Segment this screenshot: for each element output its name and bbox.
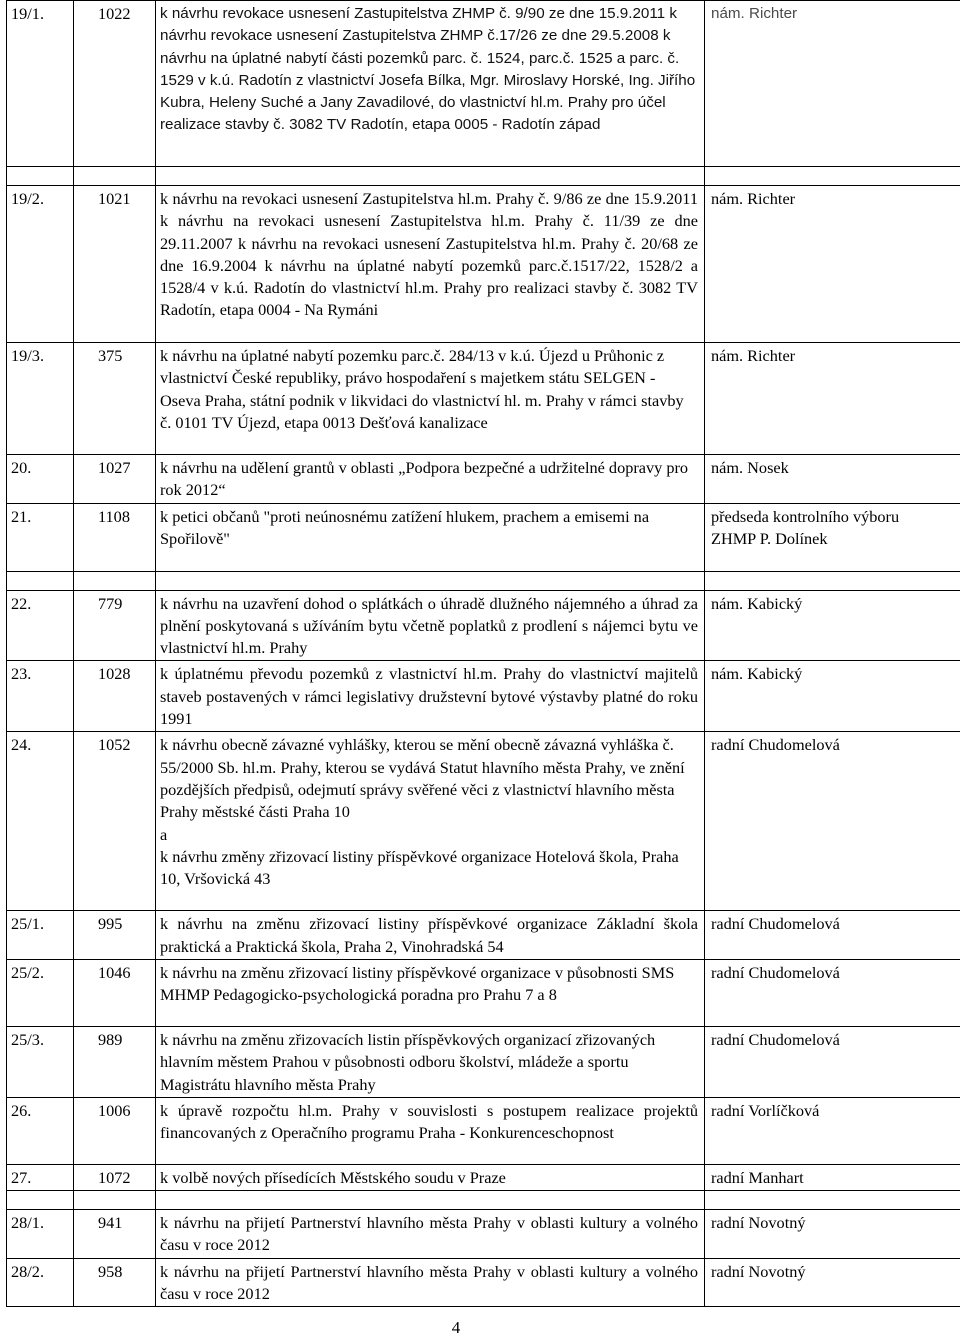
print-number: 1028 (74, 661, 156, 732)
item-subject-text: k návrhu na přijetí Partnerství hlavního města Prahy v oblasti kultury a volného času v roce 2012 (160, 1261, 698, 1304)
item-number: 25/2. (7, 959, 74, 1026)
item-reporter: nám. Richter (705, 1, 960, 167)
item-subject (156, 1210, 705, 1259)
spacer-row (7, 571, 960, 590)
item-subject (156, 1097, 705, 1164)
agenda-row (7, 503, 960, 571)
item-number: 19/3. (7, 343, 74, 455)
print-number: 958 (74, 1258, 156, 1307)
agenda-row (7, 343, 960, 455)
item-reporter: radní Chudomelová (705, 1026, 960, 1097)
agenda-row (7, 911, 960, 960)
agenda-row (7, 1164, 960, 1190)
print-number: 941 (74, 1210, 156, 1259)
agenda-row (7, 661, 960, 732)
item-subject-text: k úpravě rozpočtu hl.m. Prahy v souvislosti s postupem realizace projektů financovaných z Operačního programu Praha - Konkurenceschopnost (160, 1100, 698, 1143)
print-number: 1027 (74, 455, 156, 504)
item-subject (156, 1258, 705, 1307)
item-subject-text: k návrhu na změnu zřizovacích listin příspěvkových organizací zřizovaných hlavním městem Prahou v působnosti odboru školství, mládeže a sportu Magistrátu hlavního města Prahy (160, 1029, 656, 1094)
item-subject-text: k návrhu na uzavření dohod o splátkách o úhradě dlužného nájemného a úhrad za plnění poskytovaná s užíváním bytu včetně poplatků z prodlení s nájemci bytu ve vlastnictví hl.m. Prahy (160, 593, 698, 658)
item-subject-text: k návrhu na přijetí Partnerství hlavního města Prahy v oblasti kultury a volného času v roce 2012 (160, 1213, 698, 1255)
agenda-row (7, 1210, 960, 1259)
item-subject-text: k návrhu revokace usnesení Zastupitelstva ZHMP č. 9/90 ze dne 15.9.2011 k návrhu revokace usnesení Zastupitelstva ZHMP č.17/26 ze dne 29.5.2008 k návrhu na úplatné nabytí části pozemků parc. č. 1524, parc.č. 1525 a parc. č. 1529 v k.ú. Radotín z vlastnictví Josefa Bílka, Mgr. Miroslavy Horské, Ing. Jiřího Kubra, Heleny Suché a Jany Zavadilové, do vlastnictví hl.m. Prahy pro účel realizace stavby č. 3082 TV Radotín, etapa 0005 - Radotín západ (160, 5, 696, 134)
item-reporter: nám. Richter (705, 186, 960, 343)
item-subject (156, 732, 705, 911)
item-subject (156, 455, 705, 504)
item-subject (156, 186, 705, 343)
agenda-row (7, 1, 960, 167)
item-subject-text: k návrhu na udělení grantů v oblasti „Podpora bezpečné a udržitelné dopravy pro rok 2012“ (160, 458, 689, 500)
agenda-row (7, 1026, 960, 1097)
print-number: 1006 (74, 1097, 156, 1164)
item-reporter: nám. Kabický (705, 661, 960, 732)
print-number: 1021 (74, 186, 156, 343)
agenda-row (7, 732, 960, 911)
item-subject-text: k návrhu na změnu zřizovací listiny příspěvkové organizace Základní škola praktická a Praktická škola, Praha 2, Vinohradská 54 (160, 914, 698, 956)
item-reporter: radní Vorlíčková (705, 1097, 960, 1164)
agenda-row (7, 590, 960, 661)
item-subject (156, 1164, 705, 1190)
item-number: 25/3. (7, 1026, 74, 1097)
item-subject-extra: k návrhu změny zřizovací listiny příspěvkové organizace Hotelová škola, Praha 10, Vršovická 43 (160, 846, 679, 889)
spacer-row (7, 1191, 960, 1210)
print-number: 375 (74, 343, 156, 455)
item-number: 20. (7, 455, 74, 504)
item-reporter: radní Chudomelová (705, 911, 960, 960)
item-number: 24. (7, 732, 74, 911)
item-number: 25/1. (7, 911, 74, 960)
item-subject-connector: a (160, 824, 168, 844)
agenda-row (7, 959, 960, 1026)
item-reporter: radní Chudomelová (705, 959, 960, 1026)
print-number: 1072 (74, 1164, 156, 1190)
item-number: 21. (7, 503, 74, 571)
item-subject-text: k návrhu na revokaci usnesení Zastupitelstva hl.m. Prahy č. 9/86 ze dne 15.9.2011 k návrhu na revokaci usnesení Zastupitelstva hl.m. Prahy č. 11/39 ze dne 29.11.2007 k návrhu na revokaci usnesení Zastupitelstva hl.m. Prahy č. 20/68 ze dne 16.9.2004 k návrhu na úplatné nabytí pozemků parc.č.1517/22, 1528/2 a 1528/4 v k.ú. Radotín do vlastnictví hl.m. Prahy pro realizaci stavby č. 3082 TV Radotín, etapa 0004 - Na Rymáni (160, 189, 698, 320)
print-number: 1052 (74, 732, 156, 911)
item-reporter: radní Chudomelová (705, 732, 960, 911)
item-subject (156, 503, 705, 571)
agenda-table (6, 0, 960, 1307)
item-reporter: nám. Nosek (705, 455, 960, 504)
item-subject (156, 590, 705, 661)
agenda-row (7, 1097, 960, 1164)
print-number: 779 (74, 590, 156, 661)
item-subject-text: k návrhu obecně závazné vyhlášky, kterou se mění obecně závazná vyhláška č. 55/2000 Sb. hl.m. Prahy, kterou se vydává Statut hlavního města Prahy, ve znění pozdějších předpisů, odejmutí správy svěřené věci z vlastnictví hlavního města Prahy městské části Praha 10 (160, 735, 685, 822)
item-reporter: radní Novotný (705, 1210, 960, 1259)
item-subject-text: k návrhu na změnu zřizovací listiny příspěvkové organizace v působnosti SMS MHMP Pedagogicko-psychologická poradna pro Prahu 7 a 8 (160, 962, 675, 1005)
item-reporter: nám. Kabický (705, 590, 960, 661)
item-reporter: předseda kontrolního výboru ZHMP P. Dolínek (705, 503, 960, 571)
item-subject (156, 1, 705, 167)
item-number: 28/2. (7, 1258, 74, 1307)
item-subject-text: k volbě nových přísedících Městského soudu v Praze (160, 1167, 506, 1187)
item-number: 27. (7, 1164, 74, 1190)
item-reporter: radní Manhart (705, 1164, 960, 1190)
print-number: 1046 (74, 959, 156, 1026)
item-subject (156, 343, 705, 455)
item-reporter: radní Novotný (705, 1258, 960, 1307)
item-subject (156, 959, 705, 1026)
print-number: 1022 (74, 1, 156, 167)
item-number: 26. (7, 1097, 74, 1164)
item-number: 19/2. (7, 186, 74, 343)
print-number: 1108 (74, 503, 156, 571)
agenda-row (7, 455, 960, 504)
item-subject (156, 661, 705, 732)
agenda-row (7, 186, 960, 343)
item-number: 23. (7, 661, 74, 732)
item-subject (156, 911, 705, 960)
item-reporter: nám. Richter (705, 343, 960, 455)
item-subject-text: k úplatnému převodu pozemků z vlastnictví hl.m. Prahy do vlastnictví majitelů staveb postavených v rámci legislativy družstevní bytové výstavby platné do roku 1991 (160, 664, 698, 729)
spacer-row (7, 167, 960, 186)
print-number: 995 (74, 911, 156, 960)
print-number: 989 (74, 1026, 156, 1097)
item-subject-text: k návrhu na úplatné nabytí pozemku parc.č. 284/13 v k.ú. Újezd u Průhonic z vlastnictví České republiky, právo hospodaření s majetkem státu SELGEN - Oseva Praha, státní podnik v likvidaci do vlastnictví hl. m. Prahy v rámci stavby č. 0101 TV Újezd, etapa 0013 Dešťová kanalizace (160, 346, 684, 432)
item-number: 19/1. (7, 1, 74, 167)
page-number: 4 (451, 1318, 461, 1337)
item-number: 22. (7, 590, 74, 661)
item-number: 28/1. (7, 1210, 74, 1259)
agenda-row (7, 1258, 960, 1307)
item-subject (156, 1026, 705, 1097)
item-subject-text: k petici občanů "proti neúnosnému zatížení hlukem, prachem a emisemi na Spořilově" (160, 506, 650, 548)
